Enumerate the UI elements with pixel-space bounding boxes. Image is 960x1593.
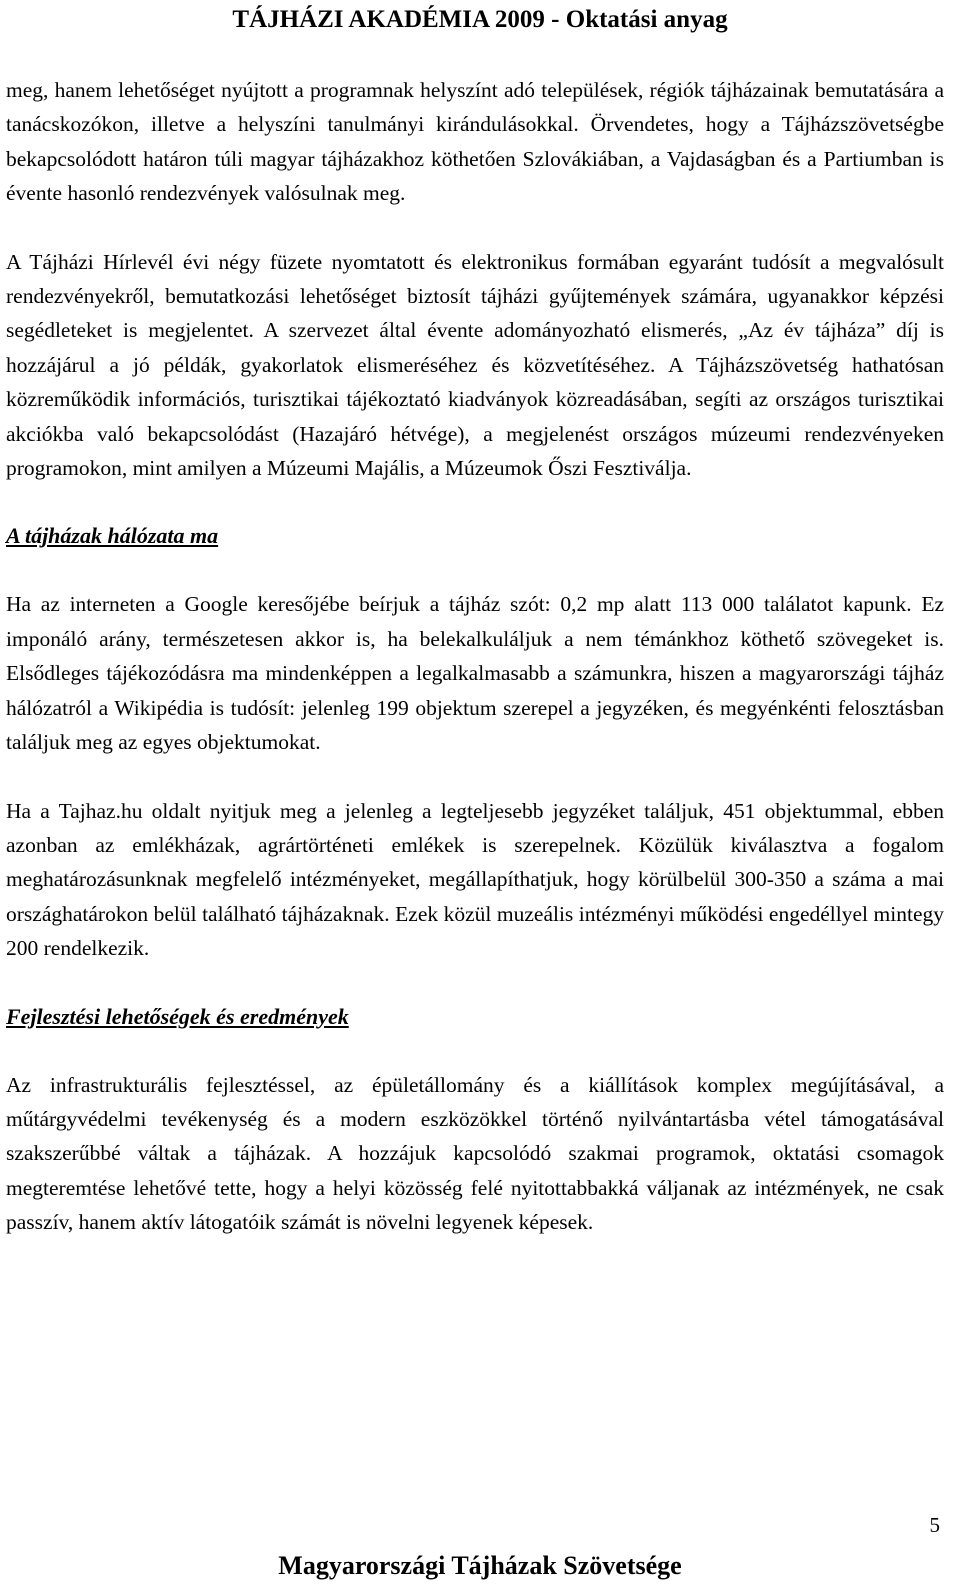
paragraph-1: meg, hanem lehetőséget nyújtott a programnak helyszínt adó települések, régiók tájházainak bemutatására a tanácskozókon, illetve a helyszíni tanulmányi kirándulásokkal. Örvendetes, hogy a Tájházszövetségbe bekapcsolódott határon túli magyar tájházakhoz köthetően Szlovákiában, a Vajdaságban és a Partiumban is évente hasonló rendezvények valósulnak meg. <box>6 78 944 206</box>
page-header-title: TÁJHÁZI AKADÉMIA 2009 - Oktatási anyag <box>232 6 728 33</box>
page-number: 5 <box>929 1513 940 1537</box>
section-heading-network: A tájházak hálózata ma <box>6 523 219 549</box>
document-body <box>6 73 944 1240</box>
paragraph-3: Ha az interneten a Google keresőjébe beírjuk a tájház szót: 0,2 mp alatt 113 000 találatot kapunk. Ez imponáló arány, természetesen akkor is, ha belekalkuláljuk a nem témánkhoz köthető szövegeket is. Elsődleges tájékozódásra ma mindenképpen a legalkalmasabb a számunkra, hiszen a magyarországi tájház hálózatról a Wikipédia is tudósít: jelenleg 199 objektum szerepel a jegyzéken, és megyénkénti felosztásban találjuk meg az egyes objektumokat. <box>6 592 944 755</box>
page-footer-organization: Magyarországi Tájházak Szövetsége <box>278 1551 682 1580</box>
section-heading-development: Fejlesztési lehetőségek és eredmények <box>6 1003 349 1029</box>
paragraph-2: A Tájházi Hírlevél évi négy füzete nyomtatott és elektronikus formában egyaránt tudósít a megvalósult rendezvényekről, bemutatkozási lehetőséget biztosít tájházi gyűjtemények számára, ugyanakkor képzési segédleteket is megjelentet. A szervezet által évente adományozható elismerés, „Az év tájháza” díj is hozzájárul a jó példák, gyakorlatok elismeréséhez és közvetítéséhez. A Tájházszövetség hathatósan közreműködik információs, turisztikai tájékoztató kiadványok közreadásában, segíti az országos turisztikai akciókba való bekapcsolódást (Hazajáró hétvége), a megjelenést országos múzeumi rendezvényeken programokon, mint amilyen a Múzeumi Majális, a Múzeumok Őszi Fesztiválja. <box>6 249 944 481</box>
paragraph-4: Ha a Tajhaz.hu oldalt nyitjuk meg a jelenleg a legteljesebb jegyzéket találjuk, 451 objektummal, ebben azonban az emlékházak, agrártörténeti emlékek is szerepelnek. Közülük kiválasztva a fogalom meghatározásunknak megfelelő intézményeket, megállapíthatjuk, hogy körülbelül 300-350 a száma a mai országhatárokon belül található tájházaknak. Ezek közül muzeális intézményi működési engedéllyel mintegy 200 rendelkezik. <box>6 798 944 961</box>
paragraph-5: Az infrastrukturális fejlesztéssel, az épületállomány és a kiállítások komplex megújításával, a műtárgyvédelmi tevékenység és a modern eszközökkel történő nyilvántartásba vétel támogatásával szakszerűbbé váltak a tájházak. A hozzájuk kapcsolódó szakmai programok, oktatási csomagok megteremtése lehetővé tette, hogy a helyi közösség felé nyitottabbakká váljanak az intézmények, ne csak passzív, hanem aktív látogatóik számát is növelni legyenek képesek. <box>6 1072 944 1235</box>
